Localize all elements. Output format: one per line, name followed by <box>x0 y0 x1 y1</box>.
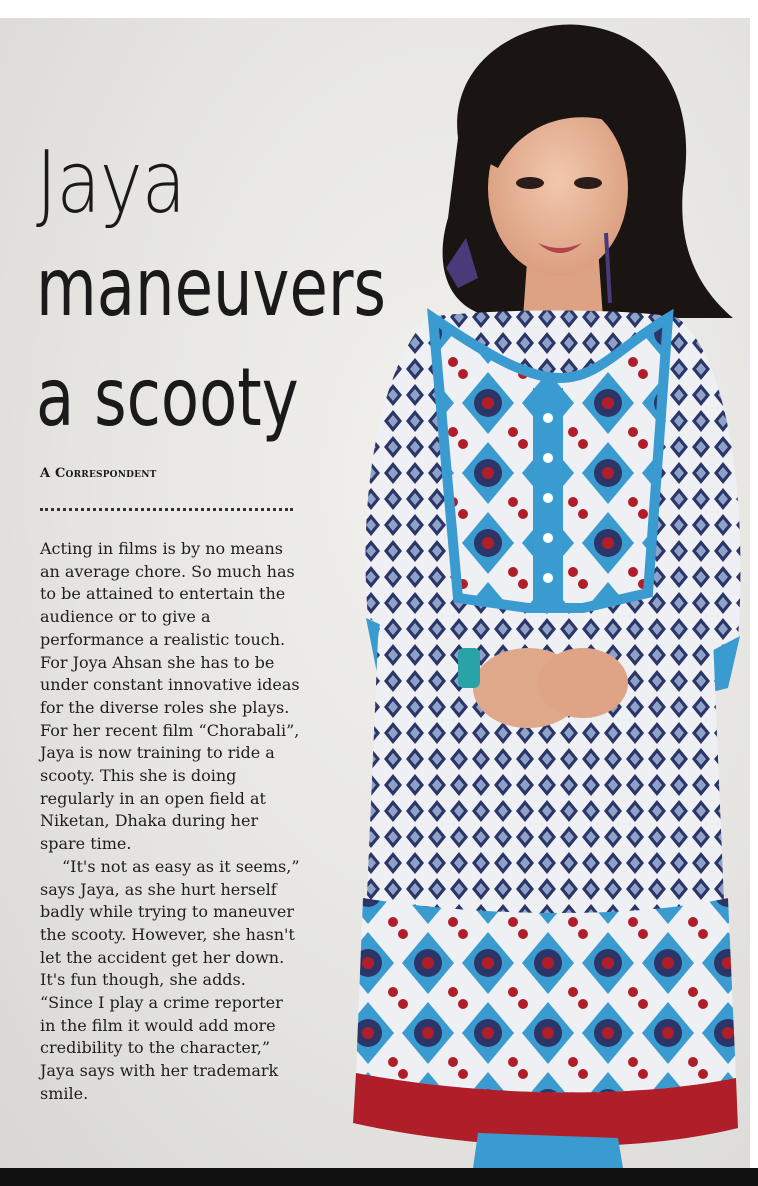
headline-line-1: Jaya <box>36 133 186 233</box>
article-paragraph-2: “It's not as easy as it seems,” says Jaya, as she hurt herself badly while trying to maneuver the scooty. However, she hasn't let the accident get her down. It's fun though, she adds. “Since I play a crime reporter in the film it would add more credibility to the character,” Jaya says with her trademark smile. <box>40 856 300 1103</box>
byline: A Correspondent <box>40 466 157 481</box>
bottom-bar <box>0 1168 758 1186</box>
article-body <box>40 538 302 1106</box>
newspaper-page <box>0 18 750 1168</box>
dotted-divider <box>40 508 293 511</box>
headline-line-2: maneuvers <box>36 241 387 334</box>
article-paragraph-1: Acting in films is by no means an average chore. So much has to be attained to entertain the audience or to give a performance a realistic touch. For Joya Ahsan she has to be under constant innovative ideas for the diverse roles she plays. For her recent film “Chorabali”, Jaya is now training to ride a scooty. This she is doing regularly in an open field at Niketan, Dhaka during her spare time. <box>40 539 300 854</box>
right-margin <box>750 0 758 1168</box>
woman-photo <box>338 18 750 1168</box>
headline-line-3: a scooty <box>36 351 299 444</box>
